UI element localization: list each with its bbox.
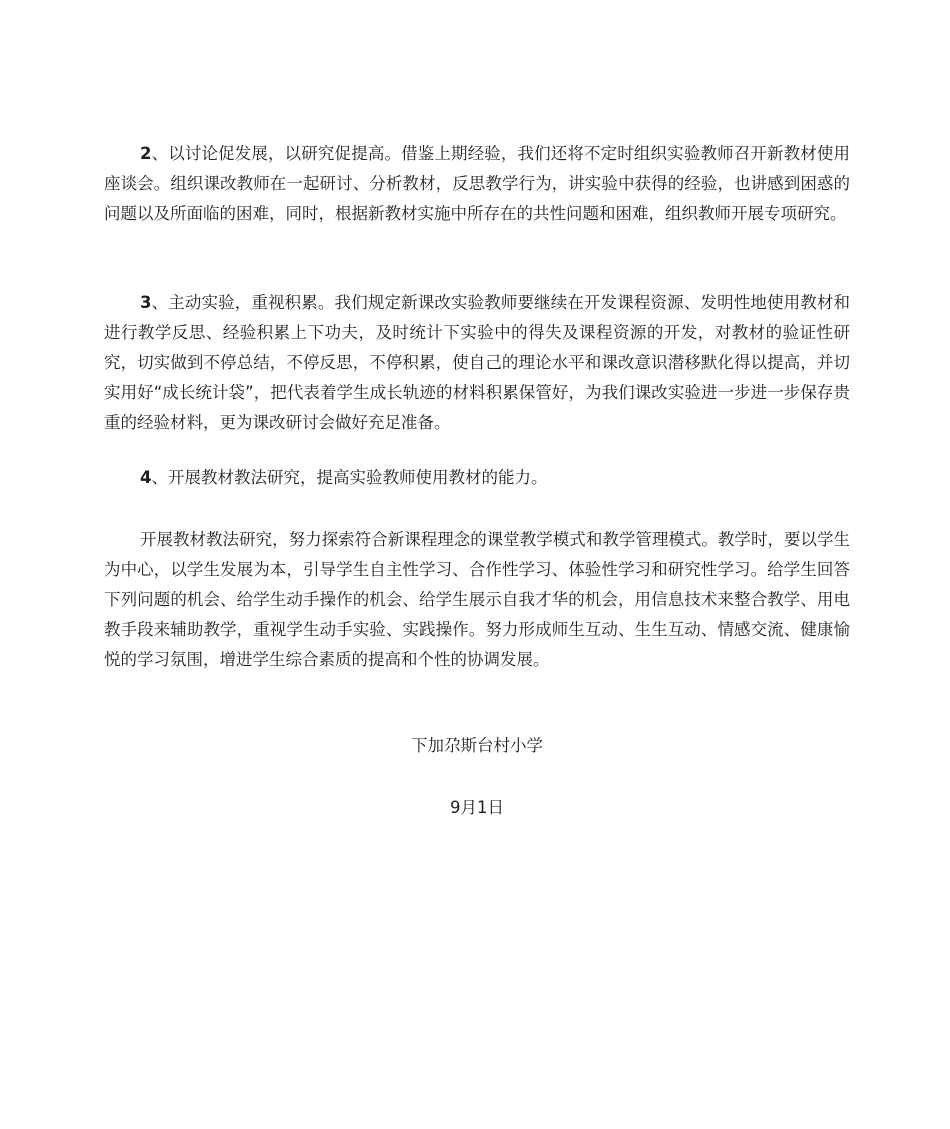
signature-date: 9月1日 bbox=[450, 798, 504, 817]
paragraph-number: 4 bbox=[140, 468, 152, 487]
paragraph-4-heading bbox=[104, 463, 547, 493]
paragraph-text: 、开展教材教法研究，提高实验教师使用教材的能力。 bbox=[151, 468, 548, 487]
paragraph-teaching-method bbox=[104, 525, 850, 675]
paragraph-number: 2 bbox=[140, 144, 152, 163]
paragraph-number: 3 bbox=[140, 293, 152, 312]
paragraph-2 bbox=[104, 139, 850, 229]
signature-school: 下加尕斯台村小学 bbox=[411, 736, 543, 755]
paragraph-text: 开展教材教法研究，努力探索符合新课程理念的课堂教学模式和教学管理模式。教学时，要以学生为中心，以学生发展为本，引导学生自主性学习、合作性学习、体验性学习和研究性学习。给学生回答下列问题的机会、给学生动手操作的机会、给学生展示自我才华的机会，用信息技术来整合教学、用电教手段来辅助教学，重视学生动手实验、实践操作。努力形成师生互动、生生互动、情感交流、健康愉悦的学习氛围，增进学生综合素质的提高和个性的协调发展。 bbox=[104, 530, 850, 669]
paragraph-text: 、主动实验，重视积累。我们规定新课改实验教师要继续在开发课程资源、发明性地使用教材和进行教学反思、经验积累上下功夫，及时统计下实验中的得失及课程资源的开发，对教材的验证性研究，切实做到不停总结，不停反思，不停积累，使自己的理论水平和课改意识潜移默化得以提高，并切实用好“成长统计袋”，把代表着学生成长轨迹的材料积累保管好，为我们课改实验进一步进一步保存贵重的经验材料，更为课改研讨会做好充足准备。 bbox=[104, 293, 850, 432]
paragraph-3 bbox=[104, 288, 850, 438]
paragraph-text: 、以讨论促发展，以研究促提高。借鉴上期经验，我们还将不定时组织实验教师召开新教材使用座谈会。组织课改教师在一起研讨、分析教材，反思教学行为，讲实验中获得的经验，也讲感到困惑的问题以及所面临的困难，同时，根据新教材实施中所存在的共性问题和困难，组织教师开展专项研究。 bbox=[104, 144, 850, 223]
